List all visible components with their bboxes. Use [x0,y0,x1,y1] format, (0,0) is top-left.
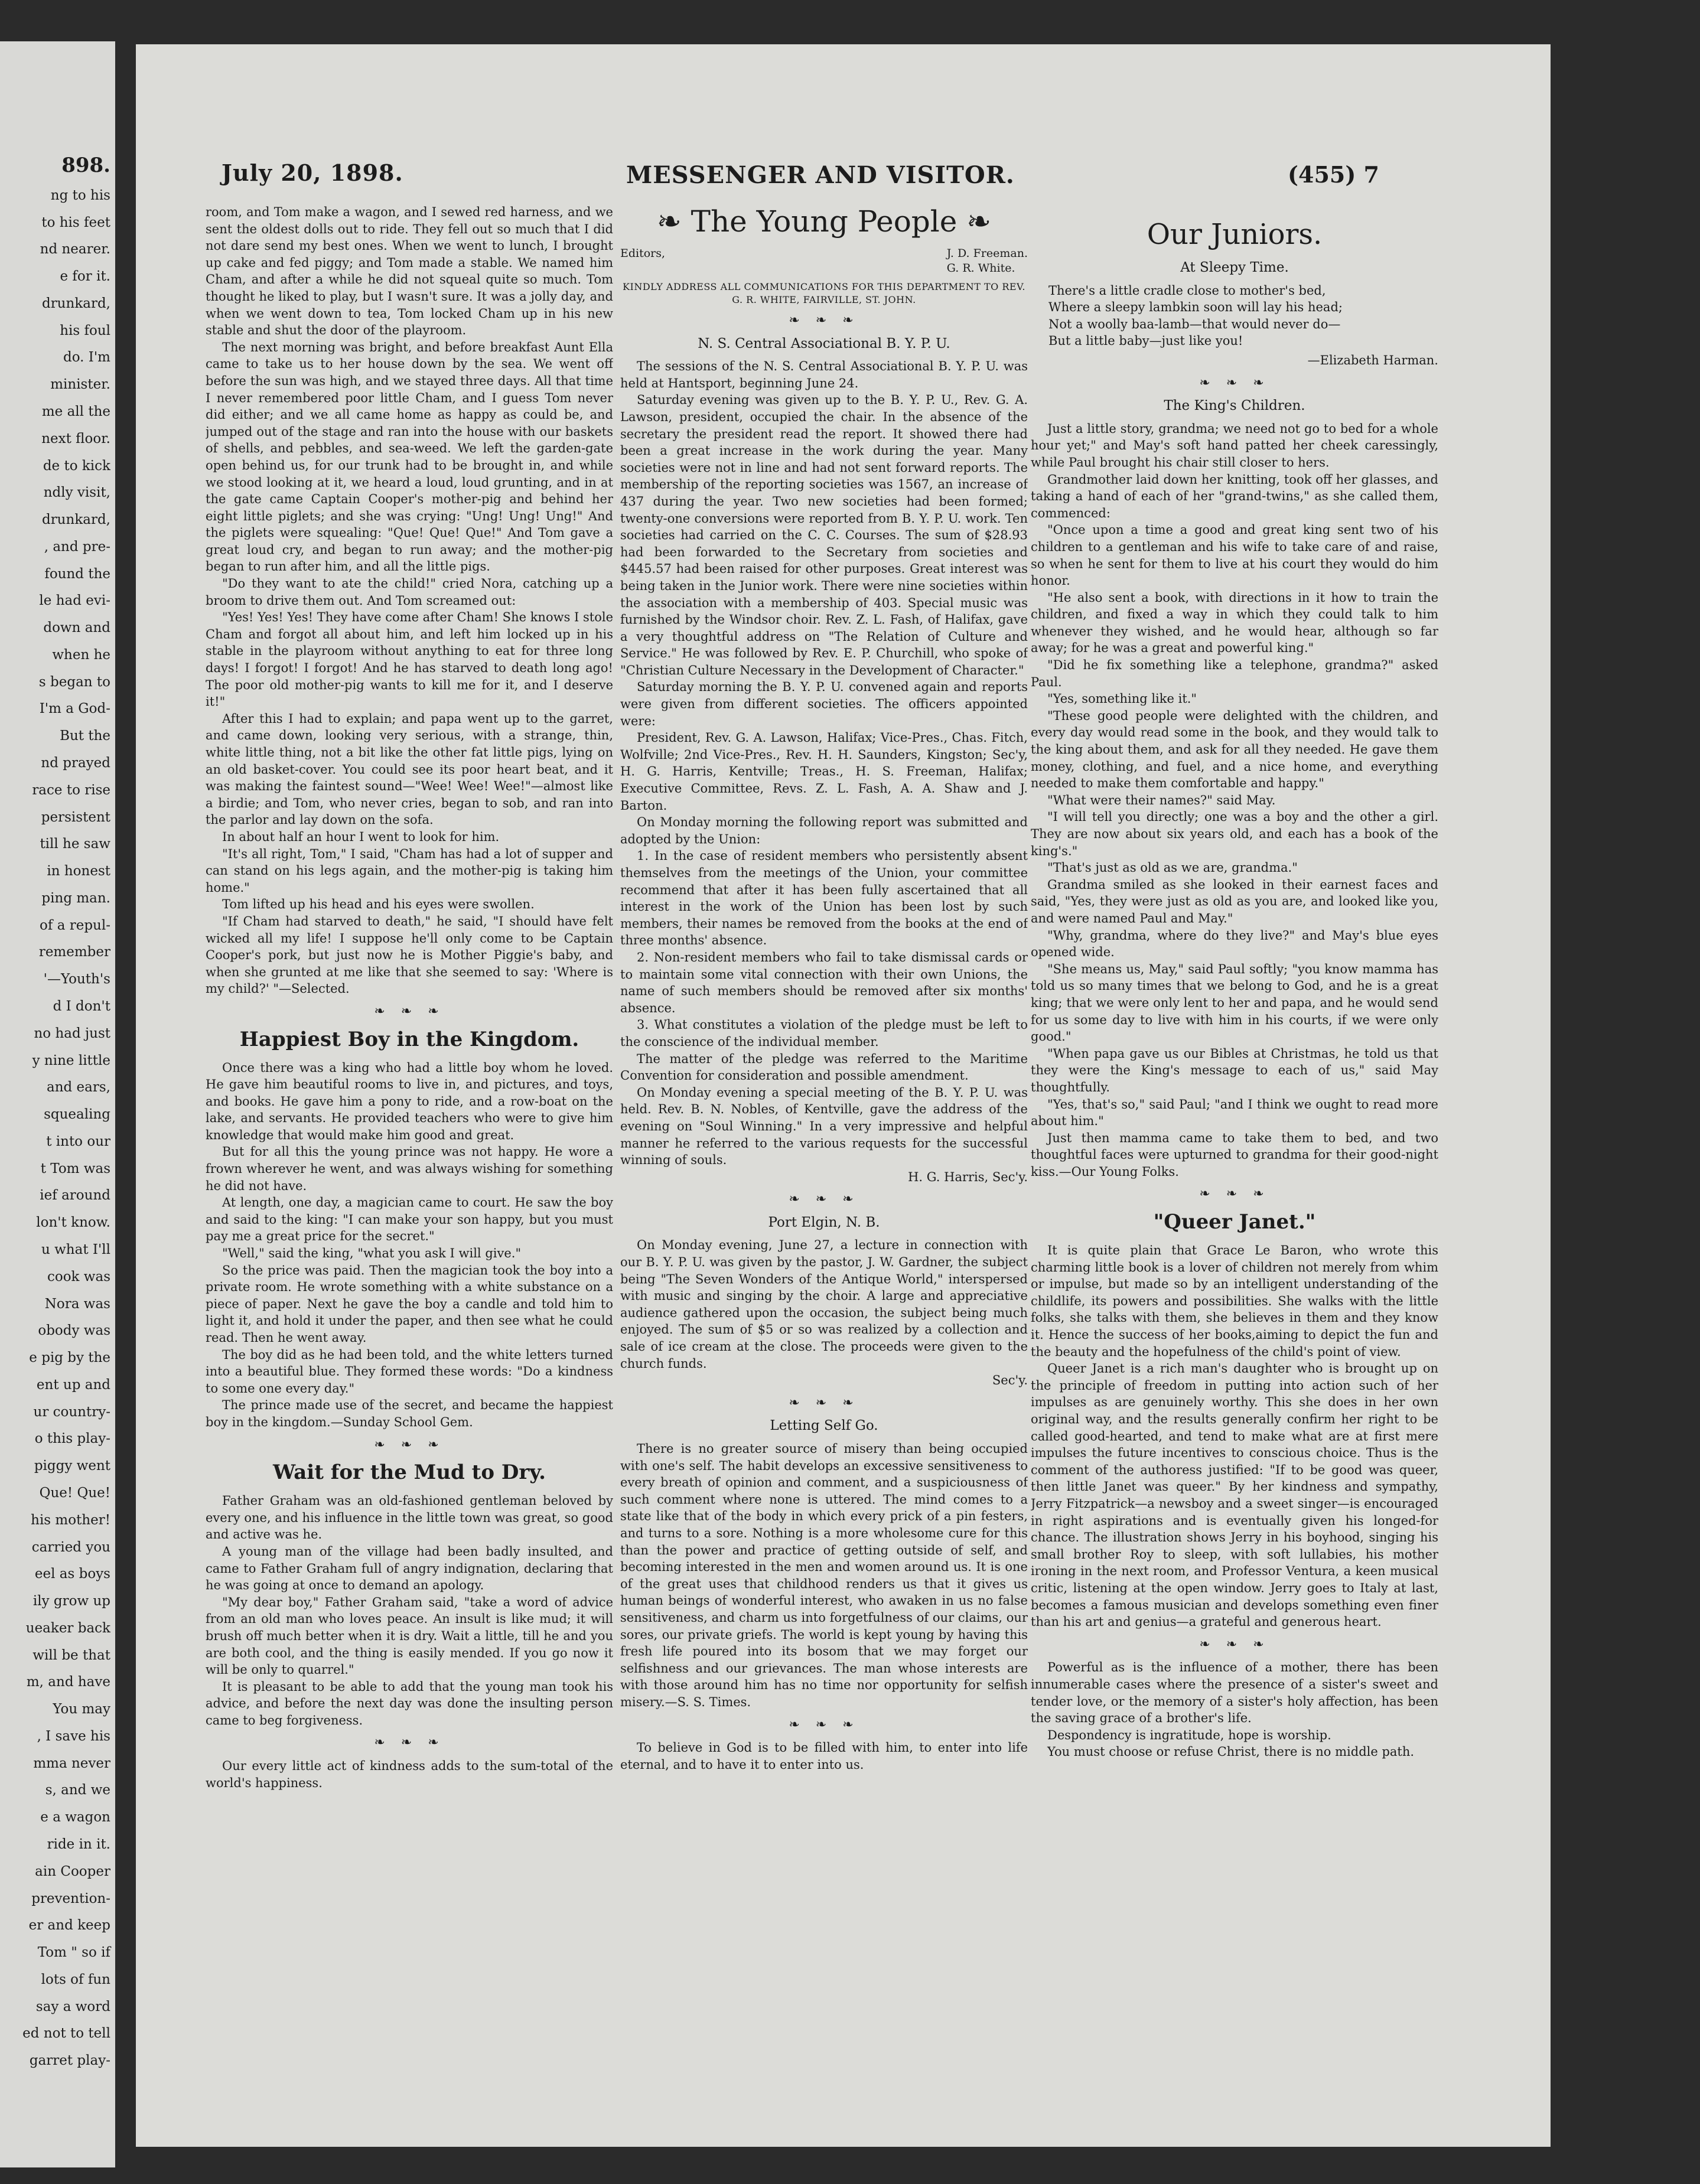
previous-page-fragment: till he saw [40,836,110,852]
previous-page-fragment: e a wagon [40,1810,110,1826]
previous-page-fragment: '—Youth's [43,972,110,987]
article-heading-queer-janet: "Queer Janet." [1153,1210,1316,1234]
paragraph: "These good people were delighted with the children, and every day would read some in the book, and they would talk to the king about them, and ask for all they needed. He gave them money, clothing, and fuel, and a nice home, and everything needed to make them comfortable and happy." [1031,708,1438,791]
paragraph: "What were their names?" said May. [1047,793,1276,807]
editors-line [620,246,1028,276]
paragraph: To believe in God is to be filled with him, to enter into life eternal, and to have it to enter into us. [620,1740,1028,1772]
previous-page-fragment: de to kick [43,458,110,474]
paragraph: "I will tell you directly; one was a boy and the other a girl. They are now about six years old, and each has a book of the king's." [1031,810,1438,858]
editor-name: J. D. Freeman. [946,247,1028,260]
previous-page-fragment: But the [60,728,110,744]
paragraph: "When papa gave us our Bibles at Christmas, he told us that they were the King's message to each of us," said May thoughtfully. [1031,1046,1438,1094]
paragraph: Father Graham was an old-fashioned gentleman beloved by every one, and his influence in the little town was great, so good and active was he. [206,1494,613,1542]
ornament-divider: ❧ ❧ ❧ [374,1437,445,1452]
previous-page-fragment: persistent [41,809,110,825]
paragraph: "Well," said the king, "what you ask I will give." [222,1246,522,1261]
paragraph: The next morning was bright, and before breakfast Aunt Ella came to take us to her house down by the sea. We went off before the sun was high, and we stayed three days. All that time I never remembered poor little Cham, and I guess Tom never did either; and we all came home as happy as could be, and jumped out of the stage and ran into the house with our baskets of shells, and pebbles, and sea-weed. We left the garden-gate open behind us, for our trunk had to be brought in, and while we stood looking at it, we heard a loud, loud grunting, and in at the gate came Captain Cooper's mother-pig and behind her eight little piglets; and she was crying: "Ung! Ung! Ung!" And the piglets were squealing: "Que! Que! Que!" And Tom gave a great loud cry, and began to run away; and the mother-pig began to run after him, and all the little pigs. [206,340,613,574]
previous-page-fragment: u what I'll [41,1241,110,1257]
paragraph: "Did he fix something like a telephone, grandma?" asked Paul. [1031,658,1438,689]
previous-page-fragment: ping man. [41,890,110,906]
editors-label: Editors, [620,247,666,260]
previous-page-fragment: obody was [38,1323,110,1339]
previous-page-fragment: er and keep [28,1918,110,1934]
paragraph: Just a little story, grandma; we need not go to bed for a whole hour yet;" and May's soft hand patted her cheek caressingly, while Paul brought his chair still closer to hers. [1031,421,1438,470]
poem-line: Where a sleepy lambkin soon will lay his head; [1048,300,1343,315]
previous-page-fragment: to his feet [41,214,110,230]
fleuron-icon: ❧ [656,204,691,239]
ornament-divider: ❧ ❧ ❧ [1199,1637,1270,1652]
poem-line: Not a woolly baa-lamb—that would never do— [1048,317,1341,331]
ornament-divider: ❧ ❧ ❧ [789,1717,859,1732]
paragraph: The prince made use of the secret, and became the happiest boy in the kingdom.—Sunday School Gem. [206,1398,613,1429]
paragraph: After this I had to explain; and papa went up to the garret, and came down, looking very serious, with a strange, thin, white little thing, not a bit like the other fat little pigs, lying on an old basket-cover. You could see its poor heart beat, and it was making the faintest sound—"Wee! Wee! Wee!"—almost like a birdie; and Tom, who never cries, began to sob, and ran into the parlor and lay down on the sofa. [206,711,613,827]
previous-page-fragment: drunkard, [41,512,110,528]
previous-page-fragment: y nine little [32,1052,110,1068]
address-notice: KINDLY ADDRESS ALL COMMUNICATIONS FOR THIS DEPARTMENT TO REV. G. R. WHITE, FAIRVILLE, ST. JOHN. [623,281,1025,305]
previous-page-fragment: I'm a God- [39,701,110,717]
paragraph: "If Cham had starved to death," he said, "I should have felt wicked all my life! I suppose he'll only come to be Captain Cooper's pork, but just now he is Mother Piggie's baby, and when she grunted at me like that she seemed to say: 'Where is my child?' "—Selected. [206,914,613,996]
paragraph: There is no greater source of misery than being occupied with one's self. The habit develops an excessive sensitiveness to every breath of opinion and comment, and a suspiciousness of such comment where none is uttered. The mind comes to a state like that of the body in which every prick of a pin festers, and turns to a sore. Nothing is a more wholesome cure for this than the power and practice of getting outside of self, and becoming interested in the men and women around us. It is one of the great uses that childhood renders us that it gives us human beings of wonderful interest, who awaken in us no false sensitiveness, and charm us into forgetfulness of our claims, our sores, our private griefs. The world is kept young by having this fresh life poured into its bosom that we may forget our selfishness and our grievances. The man whose interests are with those around him has no time nor opportunity for selfish misery.—S. S. Times. [620,1442,1028,1709]
previous-page-fragment: say a word [35,1999,110,2015]
poem-line: There's a little cradle close to mother's bed, [1048,283,1326,298]
previous-page-fragment: ily grow up [32,1593,110,1609]
poem-line: But a little baby—just like you! [1048,334,1243,348]
paragraph: Grandma smiled as she looked in their earnest faces and said, "Yes, they were just as old as you are, and looked like you, and were named Paul and May." [1031,877,1438,925]
paragraph: "Why, grandma, where do they live?" and May's blue eyes opened wide. [1031,928,1438,960]
previous-page-fragment: and ears, [47,1080,110,1096]
paragraph: It is pleasant to be able to add that the young man took his advice, and before the next day was done the insulting person came to beg forgiveness. [206,1679,613,1727]
paragraph: "Do they want to ate the child!" cried Nora, catching up a broom to drive them out. And Tom screamed out: [206,576,613,608]
previous-page-fragment: Nora was [44,1296,110,1312]
previous-page-fragment: of a repul- [40,917,110,933]
paragraph: "That's just as old as we are, grandma." [1047,860,1298,875]
previous-page-fragment: piggy went [34,1458,110,1474]
paragraph: President, Rev. G. A. Lawson, Halifax; Vice-Pres., Chas. Fitch, Wolfville; 2nd Vice-Pres., Rev. H. H. Saunders, Kingston; Sec'y, H. G. Harris, Kentville; Treas., H. S. Freeman, Halifax; Executive Committee, Revs. Z. L. Fash, A. A. Shaw and J. Barton. [620,731,1028,813]
previous-page-fragment: ng to his [50,187,110,203]
previous-page-fragment: his foul [60,322,110,338]
previous-page-fragment: garret play- [29,2053,110,2069]
paragraph: "My dear boy," Father Graham said, "take a word of advice from an old man who loves peace. An insult is like mud; it will brush off much better when it is dry. Wait a little, till he and you are both cool, and the thing is easily mended. If you go now it will be only to quarrel." [206,1595,613,1677]
fleuron-icon: ❧ [957,204,992,239]
paragraph: On Monday evening, June 27, a lecture in connection with our B. Y. P. U. was given by the pastor, J. W. Gardner, the subject being "The Seven Wonders of the Antique World," interspersed with music and singing by the choir. A large and appreciative audience gathered upon the occasion, the subject being much enjoyed. The sum of $5 or so was realized by a collection and sale of ice cream at the close. The proceeds were given to the church funds. [620,1238,1028,1371]
poem [1048,282,1438,350]
newspaper-page [136,44,1551,2147]
header-title: MESSENGER AND VISITOR. [626,161,1015,189]
paragraph: Saturday morning the B. Y. P. U. convened again and reports were given from different societies. The officers appointed were: [620,680,1028,728]
paragraph: The boy did as he had been told, and the white letters turned into a beautiful blue. They formed these words: "Do a kindness to some one every day." [206,1347,613,1396]
ornament-divider: ❧ ❧ ❧ [1199,1186,1270,1202]
paragraph: "She means us, May," said Paul softly; "you know mamma has told us so many times that we belong to God, and he is a great king; that we were only lent to her and papa, and he would send for us some day to live with him in his courts, if we were only good." [1031,961,1438,1044]
poem-attribution: —Elizabeth Harman. [1307,353,1438,367]
ornament-divider: ❧ ❧ ❧ [1199,375,1270,390]
previous-page-fragment: me all the [41,403,110,419]
paragraph: You must choose or refuse Christ, there is no middle path. [1047,1745,1415,1759]
previous-page-fragment: lots of fun [41,1971,110,1987]
section-heading-young-people: ❧ The Young People ❧ [656,204,992,239]
paragraph: "Yes, that's so," said Paul; "and I think we ought to read more about him." [1031,1097,1438,1129]
previous-page-fragment: ride in it. [47,1837,110,1853]
paragraph: "It's all right, Tom," I said, "Cham has had a lot of supper and can stand on his legs again, and the mother-pig is taking him home." [206,846,613,895]
previous-page-fragment: in honest [47,863,110,879]
previous-page-fragment: eel as boys [34,1566,110,1582]
previous-page-fragment: o this play- [34,1431,110,1447]
paragraph: So the price was paid. Then the magician took the boy into a private room. He wrote something with a white substance on a piece of paper. Next he gave the boy a candle and told him to light it, and hold it under the paper, and then see what he could read. Then he went away. [206,1263,613,1345]
previous-page-fragment: m, and have [26,1674,110,1690]
paragraph: Queer Janet is a rich man's daughter who is brought up on the principle of freedom in putting into action such of her impulses as are genuinely worthy. This she does in her own original way, and the results generally confirm her right to be called good-hearted, and tend to make what are at first mere impulses the future incentives to conscious choice. Thus is the comment of the authoress justified: "If to be good was queer, then little Janet was queer." By her kindness and sympathy, Jerry Fitzpatrick—a newsboy and a sweet singer—is encouraged in right aspirations and is eventually given his longed-for chance. The illustration shows Jerry in his boyhood, singing his small brother Roy to sleep, with soft lullabies, his mother ironing in the next room, and Professor Ventura, a keen musical critic, listening at the open window. Jerry goes to Italy at last, becomes a famous musician and develops something even finer than his art and genius—a grateful and generous heart. [1031,1361,1438,1629]
editor-name: G. R. White. [946,262,1015,275]
previous-page-fragment: nd nearer. [40,242,110,257]
article-heading-ns-central: N. S. Central Associational B. Y. P. U. [698,335,950,351]
previous-page-fragment: , I save his [37,1728,110,1744]
previous-page-fragment: will be that [32,1647,110,1663]
paragraph: But for all this the young prince was not happy. He wore a frown wherever he went, and was always wishing for something he did not have. [206,1145,613,1193]
paragraph: 2. Non-resident members who fail to take dismissal cards or to maintain some vital connection with their own Unions, the name of such members should be removed after six months' absence. [620,950,1028,1015]
column-3 [1031,204,1438,2129]
poem-title: At Sleepy Time. [1180,260,1289,275]
previous-page-fragment: next floor. [41,431,110,446]
previous-page-fragment: Que! Que! [39,1485,110,1501]
previous-page-fragment: t into our [46,1133,110,1149]
column-1 [206,204,613,2129]
article-heading-happiest-boy: Happiest Boy in the Kingdom. [239,1027,579,1051]
paragraph: Our every little act of kindness adds to the sum-total of the world's happiness. [206,1759,613,1790]
paragraph: "Yes! Yes! Yes! They have come after Cham! She knows I stole Cham and forgot all about him, and left him locked up in his stable in the playroom without anything to eat for three long days! I forgot! I forgot! And he has starved to death long ago! The poor old mother-pig wants to kill me for it, and I deserve it!" [206,610,613,709]
previous-page-fragment: his mother! [31,1512,110,1528]
previous-page-fragment: t Tom was [40,1161,110,1176]
paragraph: "Once upon a time a good and great king sent two of his children to a gentleman and his wife to take care of and raise, so when he sent for them to live at his court they would do him honor. [1031,523,1438,588]
ornament-divider: ❧ ❧ ❧ [374,1003,445,1019]
previous-page-fragment: ain Cooper [35,1863,110,1879]
previous-page-fragment: cook was [47,1269,110,1285]
previous-page-fragment: no had just [34,1025,110,1041]
paragraph: Saturday evening was given up to the B. Y. P. U., Rev. G. A. Lawson, president, occupied the chair. In the absence of the secretary the president read the report. It showed there had been a great increase in the work during the year. Many societies were not in line and had not sent forward reports. The membership of the reporting societies was 1567, an increase of 437 during the year. Two new societies had been formed; twenty-one conversions were reported from B. Y. P. U. work. Ten societies had carried on the C. C. Courses. The sum of $28.93 had been forwarded to the Secretary from societies and $445.57 had been raised for other purposes. Great interest was being taken in the Junior work. There were nine societies within the association with a membership of 403. Special music was furnished by the Windsor choir. Rev. Z. L. Fash, of Halifax, gave a very thoughtful address on "The Relation of Culture and Service." He was followed by Rev. E. P. Churchill, who spoke of "Christian Culture Necessary in the Development of Character." [620,393,1028,677]
previous-page-fragment: prevention- [31,1890,110,1906]
paragraph: At length, one day, a magician came to court. He saw the boy and said to the king: "I can make your son happy, but you must pay me a great price for the secret." [206,1195,613,1244]
article-heading-our-juniors: Our Juniors. [1147,218,1323,251]
previous-page-fragment: do. I'm [63,350,110,366]
ornament-divider: ❧ ❧ ❧ [374,1735,445,1751]
paragraph: Grandmother laid down her knitting, took off her glasses, and taking a hand of each of her "grand-twins," as she called them, commenced: [1031,472,1438,520]
paragraph: The sessions of the N. S. Central Associational B. Y. P. U. was held at Hantsport, beginning June 24. [620,359,1028,390]
previous-page-fragment: drunkard, [41,295,110,311]
paragraph: Tom lifted up his head and his eyes were swollen. [222,897,535,912]
previous-page-fragment: e pig by the [29,1350,110,1366]
previous-page-fragment: le had evi- [39,593,110,609]
ornament-divider: ❧ ❧ ❧ [789,1192,859,1207]
previous-page-fragment: ief around [40,1188,110,1204]
previous-page-fragment: nd prayed [41,755,110,771]
editor-names [947,246,1028,276]
paragraph: 3. What constitutes a violation of the pledge must be left to the conscience of the individual member. [620,1018,1028,1049]
previous-page-fragment: s, and we [45,1782,110,1798]
previous-page-fragment: ent up and [36,1377,110,1393]
previous-page-fragment: ur country- [33,1404,110,1420]
paragraph: A young man of the village had been badly insulted, and came to Father Graham full of angry indignation, declaring that he was going at once to demand an apology. [206,1544,613,1593]
header-page-number: (455) 7 [1288,161,1379,188]
article-heading-wait-for-mud: Wait for the Mud to Dry. [273,1461,546,1485]
signature: H. G. Harris, Sec'y. [908,1169,1028,1184]
paragraph: On Monday morning the following report was submitted and adopted by the Union: [620,815,1028,846]
previous-page-sliver [0,41,115,2167]
previous-page-fragment: found the [44,566,110,582]
previous-page-fragment: s began to [38,674,110,690]
paragraph: "Yes, something like it." [1047,692,1197,706]
previous-page-fragment: ueaker back [25,1620,110,1636]
signature: Sec'y. [992,1373,1028,1388]
paragraph: room, and Tom make a wagon, and I sewed red harness, and we sent the oldest dolls out to ride. They fell out so much that I did not dare send my best ones. When we went to lunch, I brought up cake and fed piggy; and Tom made a stable. We named him Cham, and after a while he did not squeal quite so much. Tom thought he liked to play, but I wasn't sure. It was a jolly day, and when we went down to tea, Tom locked Cham up in his new stable and shut the door of the playroom. [206,205,613,338]
paragraph: Despondency is ingratitude, hope is worship. [1047,1727,1331,1742]
previous-page-fragment: ed not to tell [22,2026,110,2042]
previous-page-fragment: e for it. [60,269,110,285]
paragraph: It is quite plain that Grace Le Baron, who wrote this charming little book is a lover of children not merely from whim or impulse, but made so by an intelligent understanding of the childlife, its powers and possibilities. She walks with the little folks, she talks with them, she believes in them and they know it. Hence the success of her books,aiming to depict the fun and the beauty and the hopefulness of the child's point of view. [1031,1243,1438,1359]
article-heading-port-elgin: Port Elgin, N. B. [768,1214,880,1230]
paragraph: In about half an hour I went to look for him. [222,829,500,844]
previous-page-fragment: You may [53,1701,110,1717]
previous-page-fragment: , and pre- [44,539,110,555]
ornament-divider: ❧ ❧ ❧ [789,313,859,328]
previous-page-fragment: Tom " so if [37,1945,110,1961]
paragraph: On Monday evening a special meeting of the B. Y. P. U. was held. Rev. B. N. Nobles, of Kentville, gave the address of the evening on "Soul Winning." In a very impressive and helpful manner he referred to the various requests for the successful winning of souls. [620,1085,1028,1168]
article-heading-letting-self-go: Letting Self Go. [770,1418,878,1434]
paragraph: The matter of the pledge was referred to the Maritime Convention for consideration and possible amendment. [620,1051,1028,1083]
previous-page-fragment: lon't know. [36,1215,110,1231]
column-2 [620,204,1028,2129]
page-header [136,44,1551,198]
article-heading-kings-children: The King's Children. [1164,398,1305,414]
previous-page-fragment: mma never [33,1755,110,1771]
previous-page-fragment: ndly visit, [43,485,110,501]
previous-page-fragment: remember [38,944,110,960]
previous-page-fragment: minister. [50,377,110,393]
previous-page-fragment: when he [52,647,110,663]
previous-page-fragment: d I don't [53,999,110,1014]
previous-page-fragment: 898. [61,154,110,177]
paragraph: Once there was a king who had a little boy whom he loved. He gave him beautiful rooms to live in, and pictures, and toys, and books. He gave him a pony to ride, and a row-boat on the lake, and servants. He provided teachers who were to give him knowledge that would make him good and great. [206,1060,613,1142]
paragraph: 1. In the case of resident members who persistently absent themselves from the meetings of the Union, your committee recommend that after it has been fully ascertained that all interest in the work of the Union has been lost by such members, their names be removed from the books at the end of three months' absence. [620,849,1028,948]
ornament-divider: ❧ ❧ ❧ [789,1395,859,1410]
previous-page-fragment: carried you [31,1539,110,1555]
paragraph: "He also sent a book, with directions in it how to train the children, and fixed a way in which they could talk to him whenever they wished, and he would hear, although so far away; for he was a great and powerful king." [1031,590,1438,656]
previous-page-fragment: race to rise [32,782,110,798]
previous-page-fragment: squealing [44,1107,110,1123]
header-date: July 20, 1898. [222,159,403,186]
paragraph: Powerful as is the influence of a mother, there has been innumerable cases where the presence of a sister's sweet and tender love, or the memory of a sister's holy affection, has been the saving grace of a brother's life. [1031,1660,1438,1726]
previous-page-fragment: down and [43,620,110,636]
paragraph: Just then mamma came to take them to bed, and two thoughtful faces were upturned to grandma for their good-night kiss.—Our Young Folks. [1031,1130,1438,1179]
